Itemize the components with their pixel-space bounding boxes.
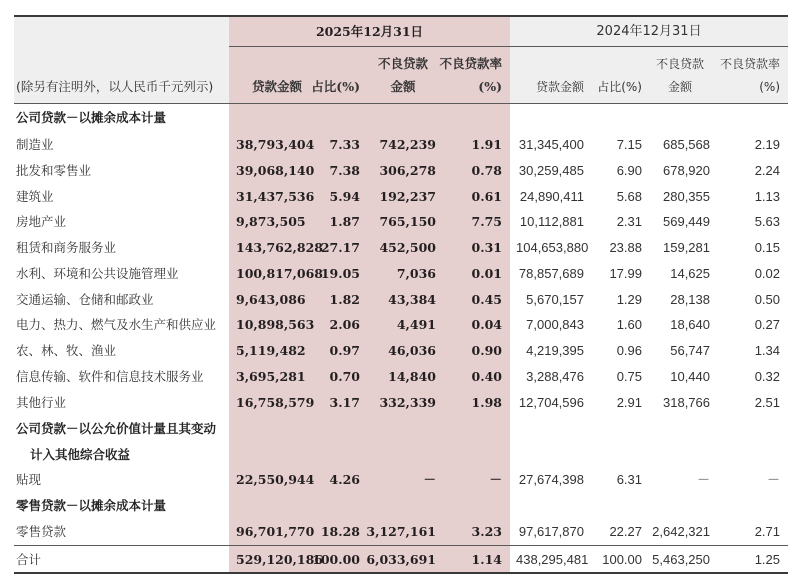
row-label: 电力、热力、燃气及水生产和供应业 — [16, 317, 217, 332]
header-bottom-border — [14, 103, 788, 104]
total-cell-2024: 5,463,250 — [652, 552, 710, 567]
row-label: 制造业 — [16, 137, 54, 152]
cell-2024: 0.32 — [754, 369, 780, 384]
cell-2024: 318,766 — [663, 395, 710, 410]
bottom-border — [14, 572, 788, 574]
cell-2024: 7.15 — [616, 137, 642, 152]
cell-2025: 2.06 — [329, 317, 360, 332]
cell-2024: 1.29 — [616, 292, 642, 307]
cell-2024: 5.68 — [616, 189, 642, 204]
cell-2024: 569,449 — [663, 214, 710, 229]
total-cell-2024: 100.00 — [602, 552, 642, 567]
cell-2025: 306,278 — [379, 163, 436, 178]
cell-2025: 1.87 — [329, 214, 360, 229]
cell-2025: 0.04 — [471, 317, 502, 332]
section-header-line2: 计入其他综合收益 — [30, 447, 131, 462]
cell-2024: 0.02 — [754, 266, 780, 281]
cell-2025: 96,701,770 — [236, 524, 315, 539]
cell-2025: 9,873,505 — [236, 214, 306, 229]
top-border — [14, 15, 788, 17]
section-header: 公司贷款－以摊余成本计量 — [16, 110, 167, 125]
cell-2024: 56,747 — [670, 343, 710, 358]
cell-2024: 2.19 — [754, 137, 780, 152]
total-label: 合计 — [16, 552, 42, 567]
cell-2024: 18,640 — [670, 317, 710, 332]
cell-2025: 0.61 — [471, 189, 502, 204]
cell-2025: 4,491 — [396, 317, 436, 332]
cell-2025: 5,119,482 — [236, 343, 306, 358]
cell-2025: 16,758,579 — [236, 395, 315, 410]
cell-2024: 30,259,485 — [518, 163, 584, 178]
cell-2025: － — [423, 472, 436, 487]
col-loan-amount-2025: 贷款金额 — [251, 79, 302, 94]
cell-2024: 0.75 — [616, 369, 642, 384]
cell-2024: 12,704,596 — [518, 395, 584, 410]
col-loan-amount-2024: 贷款金额 — [535, 80, 584, 94]
period-2025-label: 2025年12月31日 — [315, 24, 424, 39]
cell-2024: 14,625 — [670, 266, 710, 281]
cell-2024: 4,219,395 — [526, 343, 584, 358]
cell-2024: 27,674,398 — [518, 472, 584, 487]
cell-2024: 10,440 — [670, 369, 710, 384]
cell-2025: 0.70 — [329, 369, 360, 384]
row-label: 信息传输、软件和信息技术服务业 — [16, 369, 204, 384]
row-label: 租赁和商务服务业 — [16, 240, 117, 255]
cell-2024: 685,568 — [663, 137, 710, 152]
row-label: 建筑业 — [16, 189, 54, 204]
unit-note: (除另有注明外，以人民币千元列示) — [16, 79, 214, 94]
cell-2025: 5.94 — [329, 189, 360, 204]
cell-2025: 14,840 — [388, 369, 436, 384]
cell-2025: 0.40 — [471, 369, 502, 384]
col-npl-amount-2025-l1: 不良贷款 — [377, 56, 428, 71]
row-label: 贴现 — [16, 472, 42, 487]
cell-2025: 1.98 — [471, 395, 502, 410]
cell-2025: 0.90 — [471, 343, 502, 358]
cell-2024: 1.13 — [754, 189, 780, 204]
cell-2025: 0.01 — [471, 266, 502, 281]
cell-2024: 0.50 — [754, 292, 780, 307]
cell-2024: 3,288,476 — [526, 369, 584, 384]
cell-2025: 19.05 — [320, 266, 360, 281]
cell-2025: 38,793,404 — [236, 137, 315, 152]
cell-2025: 22,550,944 — [236, 472, 315, 487]
cell-2024: 6.31 — [616, 472, 642, 487]
cell-2025: 3,127,161 — [366, 524, 436, 539]
cell-2025: 10,898,563 — [236, 317, 315, 332]
cell-2025: 332,339 — [379, 395, 436, 410]
cell-2025: 765,150 — [379, 214, 436, 229]
row-label: 零售贷款 — [16, 524, 67, 539]
cell-2024: 5.63 — [754, 214, 780, 229]
cell-2024: 2,642,321 — [652, 524, 710, 539]
cell-2025: 4.26 — [329, 472, 360, 487]
col-npl-rate-2024-l2: (%) — [759, 80, 780, 94]
col-npl-amount-2025-l2: 金额 — [390, 79, 416, 94]
cell-2025: 742,239 — [379, 137, 436, 152]
cell-2025: 7.38 — [329, 163, 360, 178]
cell-2024: 31,345,400 — [518, 137, 584, 152]
section-header: 公司贷款－以公允价值计量且其变动 — [16, 421, 217, 436]
cell-2025: 39,068,140 — [236, 163, 315, 178]
cell-2025: 31,437,536 — [236, 189, 315, 204]
cell-2025: 143,762,828 — [236, 240, 323, 255]
cell-2025: 7.33 — [329, 137, 360, 152]
row-label: 农、林、牧、渔业 — [16, 343, 117, 358]
cell-2024: 0.96 — [616, 343, 642, 358]
cell-2024: 97,617,870 — [518, 524, 584, 539]
cell-2024: 1.60 — [616, 317, 642, 332]
cell-2025: 0.31 — [471, 240, 502, 255]
cell-2024: 22.27 — [609, 524, 642, 539]
col-share-2025: 占比(%) — [311, 79, 360, 94]
cell-2025: 192,237 — [379, 189, 436, 204]
row-label: 其他行业 — [16, 395, 67, 410]
cell-2024: 2.24 — [754, 163, 780, 178]
cell-2024: 0.15 — [754, 240, 780, 255]
cell-2025: 1.91 — [471, 137, 502, 152]
col-share-2024: 占比(%) — [597, 80, 642, 94]
section-header: 零售贷款－以摊余成本计量 — [16, 498, 167, 513]
cell-2024: 280,355 — [663, 189, 710, 204]
cell-2025: 43,384 — [388, 292, 436, 307]
row-label: 交通运输、仓储和邮政业 — [16, 292, 154, 307]
total-cell-2024: 438,295,481 — [516, 552, 589, 567]
cell-2024: 0.27 — [754, 317, 780, 332]
cell-2024: － — [766, 472, 780, 487]
cell-2024: 24,890,411 — [519, 189, 584, 204]
col-npl-amount-2024-l1: 不良贷款 — [655, 57, 704, 71]
cell-2025: 9,643,086 — [236, 292, 306, 307]
cell-2025: 7,036 — [396, 266, 436, 281]
cell-2025: 3.17 — [329, 395, 360, 410]
cell-2024: 28,138 — [670, 292, 710, 307]
total-top-border — [14, 545, 788, 546]
col-npl-rate-2025-l2: (%) — [478, 79, 502, 94]
cell-2025: 3.23 — [471, 524, 502, 539]
cell-2024: 2.91 — [616, 395, 642, 410]
cell-2025: 18.28 — [320, 524, 360, 539]
row-label: 房地产业 — [16, 214, 67, 229]
row-label: 水利、环境和公共设施管理业 — [16, 266, 179, 281]
row-label: 批发和零售业 — [16, 163, 92, 178]
cell-2024: 10,112,881 — [519, 214, 584, 229]
cell-2024: 5,670,157 — [526, 292, 584, 307]
col-npl-amount-2024-l2: 金额 — [667, 80, 692, 94]
cell-2025: 0.78 — [471, 163, 502, 178]
cell-2025: 452,500 — [379, 240, 436, 255]
cell-2024: 6.90 — [616, 163, 642, 178]
cell-2025: 3,695,281 — [236, 369, 306, 384]
total-cell-2025: 1.14 — [471, 552, 502, 567]
total-cell-2024: 1.25 — [754, 552, 780, 567]
cell-2024: 1.34 — [754, 343, 780, 358]
total-cell-2025: 6,033,691 — [366, 552, 436, 567]
period-divider — [229, 46, 788, 47]
cell-2024: 23.88 — [609, 240, 642, 255]
col-npl-rate-2025-l1: 不良贷款率 — [439, 56, 502, 71]
cell-2025: 0.97 — [329, 343, 360, 358]
cell-2024: 2.31 — [616, 214, 642, 229]
cell-2025: 7.75 — [471, 214, 502, 229]
cell-2024: 678,920 — [663, 163, 710, 178]
cell-2025: 27.17 — [320, 240, 360, 255]
cell-2025: 46,036 — [388, 343, 436, 358]
cell-2025: 1.82 — [329, 292, 360, 307]
total-cell-2025: 529,120,186 — [236, 552, 323, 567]
cell-2024: － — [696, 472, 710, 487]
cell-2024: 159,281 — [663, 240, 710, 255]
period-2024-label: 2024年12月31日 — [596, 24, 702, 39]
cell-2024: 104,653,880 — [516, 240, 589, 255]
cell-2025: 0.45 — [471, 292, 502, 307]
cell-2024: 17.99 — [609, 266, 642, 281]
cell-2024: 7,000,843 — [526, 317, 584, 332]
cell-2024: 2.71 — [754, 524, 780, 539]
cell-2024: 78,857,689 — [518, 266, 584, 281]
cell-2025: － — [489, 472, 502, 487]
cell-2025: 100,817,068 — [236, 266, 323, 281]
total-cell-2025: 100.00 — [312, 552, 360, 567]
col-npl-rate-2024-l1: 不良贷款率 — [719, 57, 780, 71]
cell-2024: 2.51 — [754, 395, 780, 410]
